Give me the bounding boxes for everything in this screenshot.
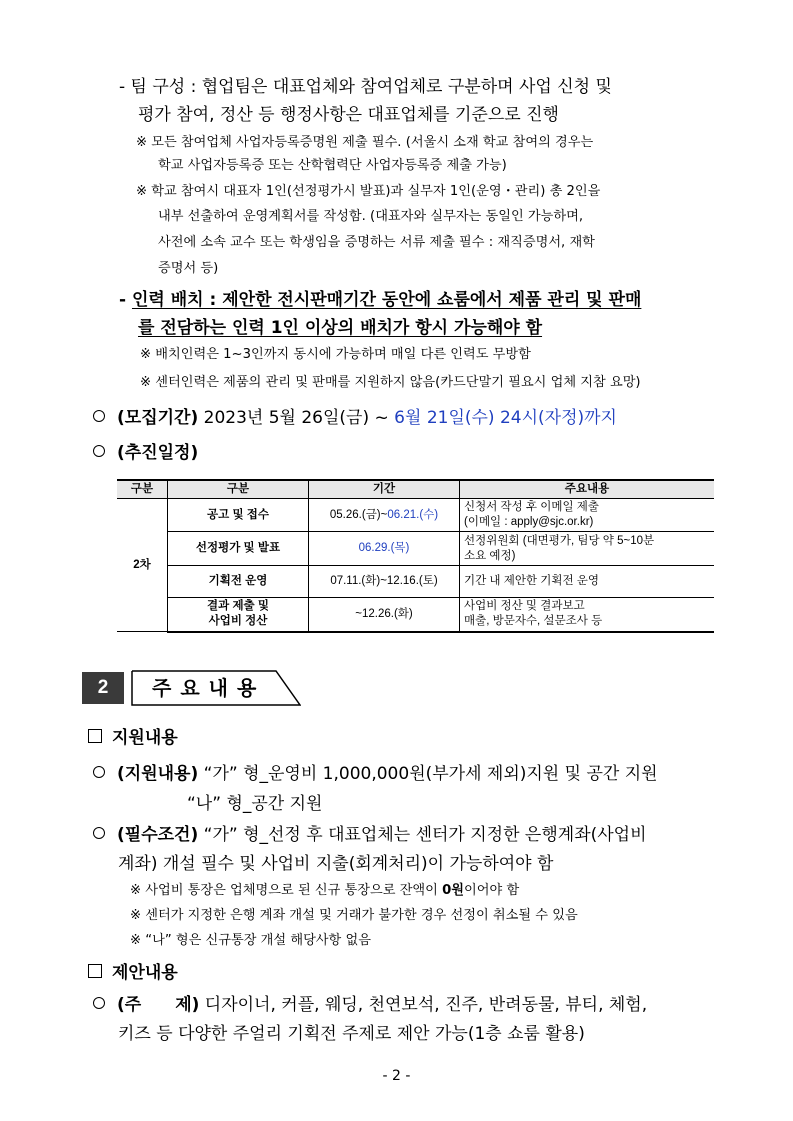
stage-content: 기간 내 제안한 기획전 운영 bbox=[460, 566, 715, 598]
proposal-line-1 bbox=[93, 994, 647, 1016]
support-heading-text: 지원내용 bbox=[112, 728, 178, 748]
team-line-2: 평가 참여, 정산 등 행정사항은 대표업체를 기준으로 진행 bbox=[138, 105, 559, 125]
support-note-1 bbox=[130, 882, 519, 900]
circle-bullet-icon bbox=[93, 766, 105, 778]
stage-name: 기획전 운영 bbox=[168, 566, 309, 598]
team-note-1b: 학교 사업자등록증 또는 산학협력단 사업자등록증 제출 가능) bbox=[158, 158, 507, 173]
note-text: ※ 사업비 통장은 업체명으로 된 신규 통장으로 잔액이 bbox=[130, 883, 443, 898]
staff-note-1: ※ 배치인력은 1~3인까지 동시에 가능하며 매일 다른 인력도 무방함 bbox=[140, 347, 531, 362]
staff-note-2: ※ 센터인력은 제품의 관리 및 판매를 지원하지 않음(카드단말기 필요시 업체 지참 요망) bbox=[140, 375, 641, 390]
staff-line-1 bbox=[119, 289, 641, 311]
stage-period: 07.11.(화)~12.16.(토) bbox=[309, 566, 460, 598]
table-row bbox=[117, 499, 714, 532]
round-cell: 2차 bbox=[117, 499, 168, 632]
circle-bullet-icon bbox=[93, 410, 105, 422]
content-line: 소요 예정) bbox=[464, 549, 516, 562]
recruit-period bbox=[93, 407, 617, 429]
requirement-label: (필수조건) bbox=[117, 825, 199, 845]
team-note-2d: 증명서 등) bbox=[158, 261, 219, 276]
team-note-2a: ※ 학교 참여시 대표자 1인(선정평가시 발표)과 실무자 1인(운영・관리) 총 2인을 bbox=[136, 184, 601, 199]
circle-bullet-icon bbox=[93, 827, 105, 839]
stage-period bbox=[309, 499, 460, 532]
stage-period: 06.29.(목) bbox=[309, 532, 460, 566]
staff-line-2: 를 전담하는 인력 1인 이상의 배치가 항시 가능해야 함 bbox=[138, 318, 543, 338]
circle-bullet-icon bbox=[93, 997, 105, 1009]
stage-content bbox=[460, 499, 715, 532]
table-header: 기간 bbox=[309, 480, 460, 499]
requirement-line-1 bbox=[93, 824, 647, 846]
content-line: 사업비 정산 및 결과보고 bbox=[464, 600, 585, 613]
schedule-table bbox=[117, 479, 714, 633]
table-row bbox=[117, 566, 714, 598]
team-line-1: - 팀 구성 : 협업팀은 대표업체와 참여업체로 구분하며 사업 신청 및 bbox=[119, 77, 612, 97]
proposal-label: (주 제) bbox=[117, 995, 200, 1015]
requirement-text: “가” 형_선정 후 대표업체는 센터가 지정한 은행계좌(사업비 bbox=[198, 825, 647, 845]
square-bullet-icon bbox=[88, 964, 102, 978]
note-emphasis: 0원 bbox=[442, 883, 465, 898]
proposal-heading bbox=[88, 962, 178, 984]
support-heading bbox=[88, 727, 178, 749]
schedule-heading bbox=[93, 442, 198, 464]
section-number: 2 bbox=[82, 672, 124, 704]
content-line: (이메일 : apply@sjc.or.kr) bbox=[464, 516, 594, 528]
stage-name bbox=[168, 598, 309, 632]
stage-name: 선정평가 및 발표 bbox=[168, 532, 309, 566]
team-note-2c: 사전에 소속 교수 또는 학생임을 증명하는 서류 제출 필수 : 재직증명서, 재학 bbox=[158, 235, 595, 250]
note-text: 이어야 함 bbox=[464, 883, 520, 898]
table-row bbox=[117, 532, 714, 566]
stage-content bbox=[460, 598, 715, 632]
table-header: 구분 bbox=[117, 480, 168, 499]
team-note-2b: 내부 선출하여 운영계획서를 작성함. (대표자와 실무자는 동일인 가능하며, bbox=[158, 209, 584, 224]
schedule-label: (추진일정) bbox=[117, 443, 199, 463]
requirement-line-2: 계좌) 개설 필수 및 사업비 지출(회계처리)이 가능하여야 함 bbox=[118, 854, 554, 874]
stage-name-line: 사업비 정산 bbox=[208, 615, 268, 628]
circle-bullet-icon bbox=[93, 445, 105, 457]
staff-line-1-text: 인력 배치 : 제안한 전시판매기간 동안에 쇼룸에서 제품 관리 및 판매 bbox=[131, 290, 642, 310]
stage-content bbox=[460, 532, 715, 566]
content-line: 신청서 작성 후 이메일 제출 bbox=[464, 501, 599, 513]
table-header: 구분 bbox=[168, 480, 309, 499]
support-line-2: “나” 형_공간 지원 bbox=[187, 794, 323, 814]
staff-dash: - bbox=[119, 290, 132, 310]
proposal-line-2: 키즈 등 다양한 주얼리 기획전 주제로 제안 가능(1층 쇼룸 활용) bbox=[118, 1024, 585, 1044]
page-number: - 2 - bbox=[382, 1068, 411, 1084]
table-header-row bbox=[117, 480, 714, 499]
recruit-deadline: 6월 21일(수) 24시(자정)까지 bbox=[394, 408, 617, 428]
content-line: 선정위원회 (대면평가, 팀당 약 5~10분 bbox=[464, 534, 655, 547]
stage-name: 공고 및 접수 bbox=[168, 499, 309, 532]
support-label: (지원내용) bbox=[117, 764, 199, 784]
stage-period: ~12.26.(화) bbox=[309, 598, 460, 632]
section-title: 주요내용 bbox=[152, 676, 266, 700]
support-text: “가” 형_운영비 1,000,000원(부가세 제외)지원 및 공간 지원 bbox=[198, 764, 658, 784]
support-note-3: ※ “나” 형은 신규통장 개설 해당사항 없음 bbox=[130, 933, 371, 948]
support-line-1 bbox=[93, 763, 658, 785]
table-header: 주요내용 bbox=[460, 480, 715, 499]
proposal-text: 디자이너, 커플, 웨딩, 천연보석, 진주, 반려동물, 뷰티, 체험, bbox=[199, 995, 648, 1015]
period-start: 05.26.(금)~ bbox=[329, 508, 388, 521]
period-end: 06.21.(수) bbox=[387, 508, 439, 521]
team-note-1a: ※ 모든 참여업체 사업자등록증명원 제출 필수. (서울시 소재 학교 참여의 경우는 bbox=[136, 135, 594, 150]
support-note-2: ※ 센터가 지정한 은행 계좌 개설 및 거래가 불가한 경우 선정이 취소될 수 있음 bbox=[130, 908, 578, 923]
table-row bbox=[117, 598, 714, 632]
content-line: 매출, 방문자수, 설문조사 등 bbox=[464, 615, 603, 628]
stage-name-line: 결과 제출 및 bbox=[207, 600, 269, 613]
recruit-date: 2023년 5월 26일(금) ~ bbox=[198, 408, 395, 428]
proposal-heading-text: 제안내용 bbox=[112, 963, 178, 983]
square-bullet-icon bbox=[88, 729, 102, 743]
recruit-label: (모집기간) bbox=[117, 408, 199, 428]
